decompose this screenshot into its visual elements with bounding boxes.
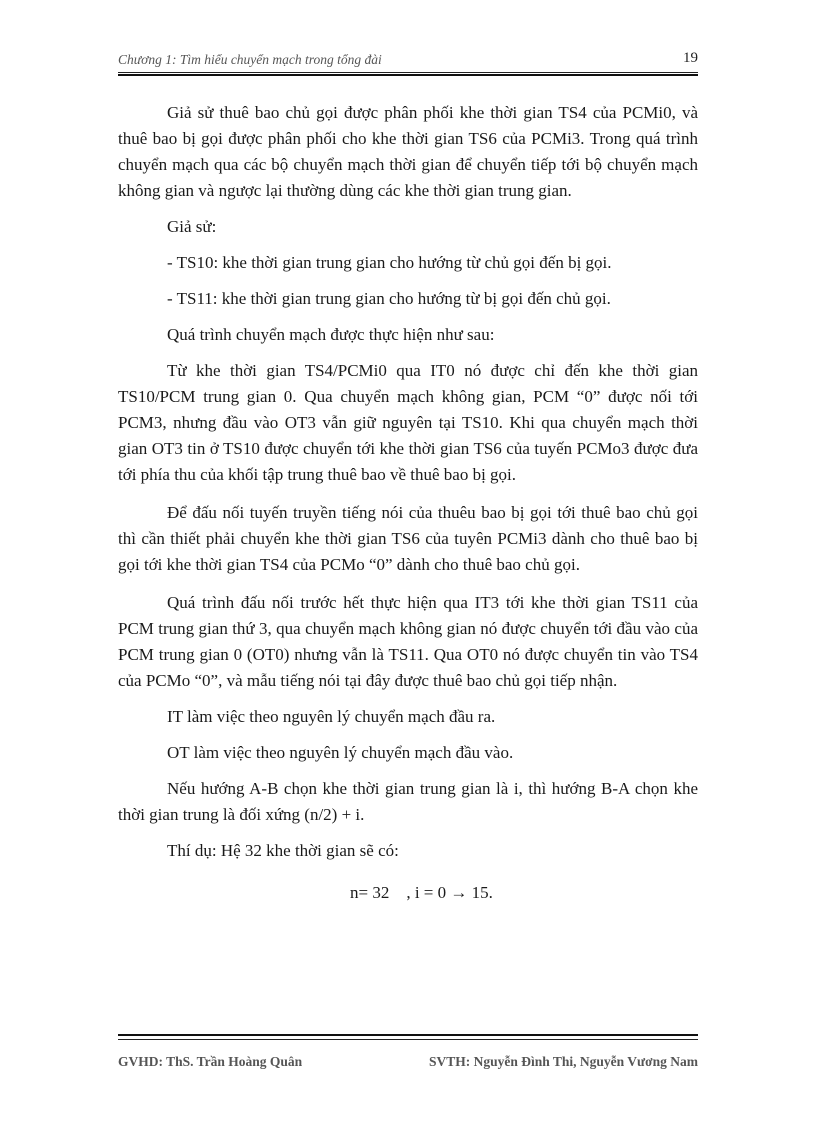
footer-rule-thin (118, 1039, 698, 1040)
page-footer (118, 1054, 698, 1074)
paragraph-ts10: - TS10: khe thời gian trung gian cho hướng từ chủ gọi đến bị gọi. (167, 253, 612, 272)
paragraph-ts11: - TS11: khe thời gian trung gian cho hướng từ bị gọi đến chủ gọi. (167, 289, 611, 308)
paragraph-assume: Giả sử: (167, 217, 217, 236)
header-rule-thin (118, 72, 698, 73)
body-content (118, 100, 698, 906)
paragraph-forward-path: Từ khe thời gian TS4/PCMi0 qua IT0 nó được chỉ đến khe thời gian TS10/PCM trung gian 0. Qua chuyển mạch không gian, PCM “0” được nối tới PCM3, nhưng đầu vào OT3 vẫn giữ nguyên tại TS10. Khi qua chuyển mạch thời gian OT3 tin ở TS10 được chuyển tới khe thời gian TS6 của tuyến PCMo3 được đưa tới phía thu của khối tập trung thuê bao về thuê bao bị gọi. (118, 361, 698, 484)
paragraph-return-path: Quá trình đấu nối trước hết thực hiện qua IT3 tới khe thời gian TS11 của PCM trung gian thứ 3, qua chuyển mạch không gian nó được chuyển tới đầu vào của PCM trung gian 0 (OT0) nhưng vẫn là TS11. Qua OT0 nó được chuyển tin vào TS4 của PCMo “0”, và mẫu tiếng nói tại đây được thuê bao chủ gọi tiếp nhận. (118, 593, 698, 690)
paragraph-process: Quá trình chuyển mạch được thực hiện như sau: (167, 325, 495, 344)
paragraph-example: Thí dụ: Hệ 32 khe thời gian sẽ có: (167, 841, 399, 860)
paragraph-ot: OT làm việc theo nguyên lý chuyển mạch đầu vào. (167, 743, 514, 762)
page-header (118, 50, 698, 70)
page-number: 19 (683, 50, 698, 66)
paragraph-symmetry: Nếu hướng A-B chọn khe thời gian trung gian là i, thì hướng B-A chọn khe thời gian trung là đối xứng (n/2) + i. (118, 779, 698, 824)
header-rule-thick (118, 74, 698, 76)
chapter-title: Chương 1: Tìm hiểu chuyển mạch trong tổng đài (118, 52, 382, 67)
student-credit: SVTH: Nguyễn Đình Thi, Nguyễn Vương Nam (428, 1054, 698, 1069)
footer-rule-thick (118, 1034, 698, 1036)
paragraph-it: IT làm việc theo nguyên lý chuyển mạch đầu ra. (167, 707, 496, 726)
advisor-credit: GVHD: ThS. Trần Hoàng Quân (118, 1054, 303, 1069)
paragraph-intro: Giả sử thuê bao chủ gọi được phân phối khe thời gian TS4 của PCMi0, và thuê bao bị gọi được phân phối cho khe thời gian TS6 của PCMi3. Trong quá trình chuyển mạch qua các bộ chuyển mạch thời gian để chuyển tiếp tới bộ chuyển mạch không gian và ngược lại thường dùng các khe thời gian trung gian. (118, 103, 698, 200)
paragraph-return-setup: Để đấu nối tuyến truyền tiếng nói của thuêu bao bị gọi tới thuê bao chủ gọi thì cần thiết phải chuyển khe thời gian TS6 của tuyên PCMi3 dành cho thuê bao bị gọi tới khe thời gian TS4 của PCMo “0” dành cho thuê bao chủ gọi. (118, 503, 698, 574)
formula-line: n= 32 , i = 0 → 15. (350, 883, 493, 902)
